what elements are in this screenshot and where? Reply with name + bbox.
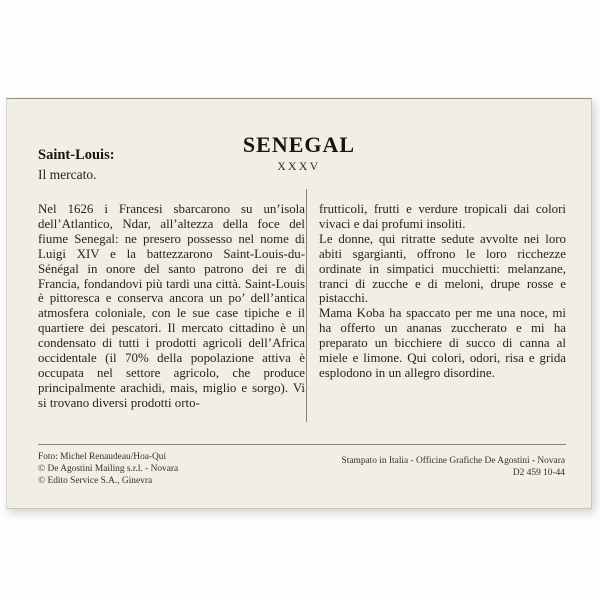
location-heading: Saint-Louis: [38,147,115,163]
right-column-paragraph-2: Le donne, qui ritratte sedute avvolte nei loro abiti sgargianti, offrono le loro ricchezze ordinate in simpatici mucchietti: melanzane, tranci di zucche e di meloni, drupe rosse e pistacchi. [319,231,566,306]
imprint-line-printer: Stampato in Italia - Officine Grafiche De Agostini - Novara [341,456,565,466]
photo-credits [38,452,178,487]
caption-heading [38,147,115,183]
postcard-title: SENEGAL [242,132,356,157]
right-column-paragraph-1: frutticoli, frutti e verdure tropicali dai colori vivaci e dai profumi insoliti. [319,202,566,231]
postcard-back [6,98,592,509]
credit-line-publisher: © De Agostini Mailing s.r.l. - Novara [38,463,179,474]
credit-line-photo: Foto: Michel Renaudeau/Hoa-Qui [38,452,167,462]
right-column-text [319,202,566,381]
footer-rule [38,444,566,445]
credit-line-distributor: © Edito Service S.A., Ginevra [38,475,153,486]
left-column-paragraph: Nel 1626 i Francesi sbarcarono su un’isola dell’Atlantico, Ndar, all’altezza della foce del fiume Senegal: ne presero possesso nel nome di Luigi XIV e la battezzarono Saint-Louis-du-Sénégal in onore del santo patrono dei re di Francia, fondandovi più tardi una città. Saint-Louis è pittoresca e conserva ancora un po’ dell’antica atmosfera coloniale, con le sue case tipiche e il quartiere dei pescatori. Il mercato cittadino è un condensato di tutti i prodotti agricoli dell’Africa occidentale (il 70% della popolazione attiva è occupata nel settore agricolo, che produce principalmente arachidi, mais, miglio e sorgo). Vi si trovano diversi prodotti orto- [38,202,305,410]
column-divider [306,189,307,422]
left-column-text [38,202,305,411]
series-numeral: XXXV [277,161,321,173]
printer-imprint [342,455,565,479]
right-column-paragraph-3: Mama Koba ha spaccato per me una noce, mi ha offerto un ananas zuccherato e mi ha preparato un bicchiere di succo di canna al miele e limone. Qui colori, odori, risa e grida esplodono in un allegro disordine. [319,306,566,380]
subject-line: Il mercato. [38,167,97,182]
imprint-line-code: D2 459 10-44 [512,468,565,478]
